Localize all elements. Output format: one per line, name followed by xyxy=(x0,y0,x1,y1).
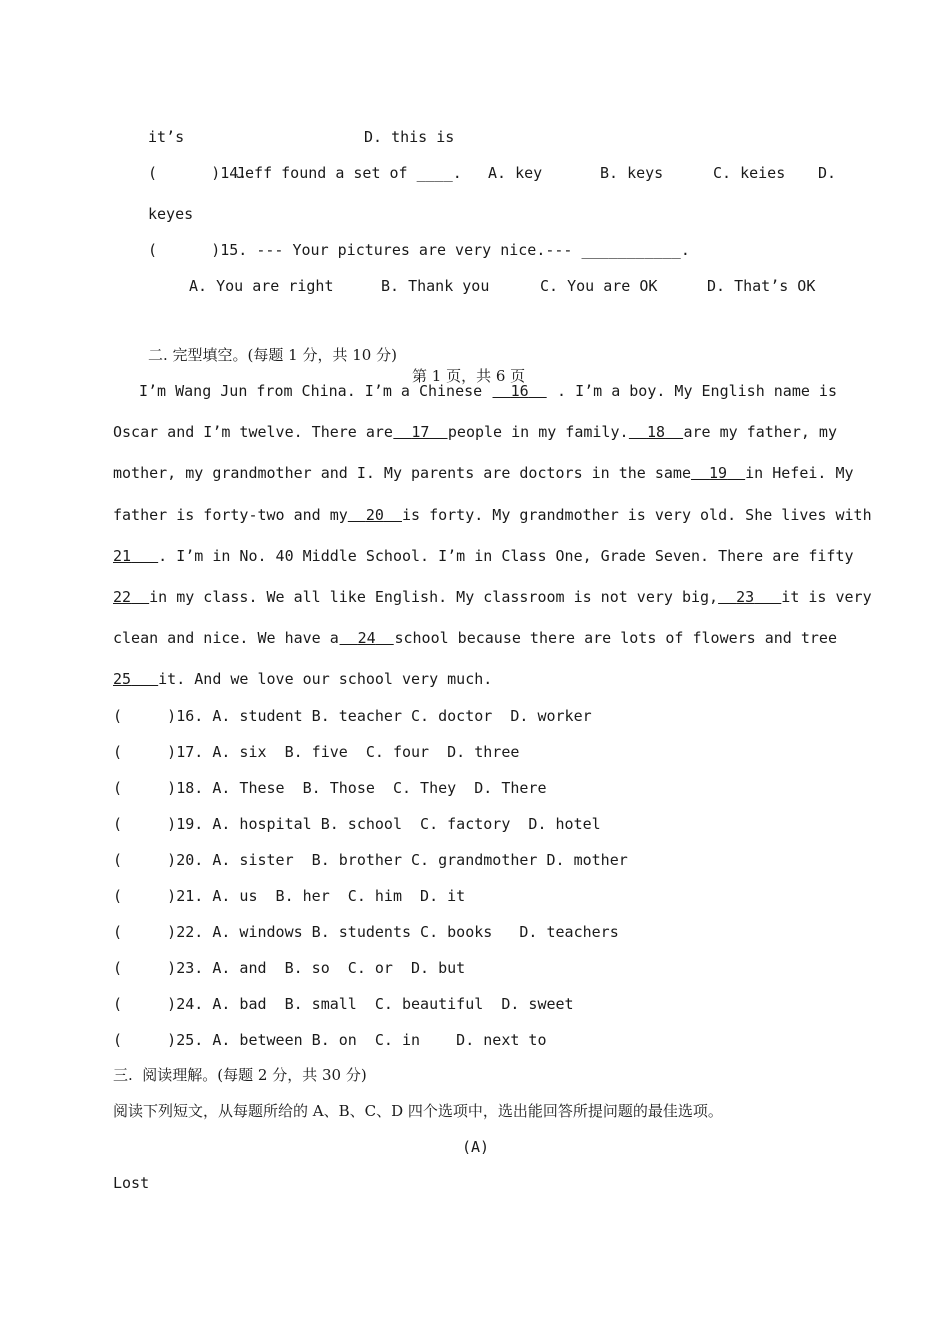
passage-text: school because there are lots of flowers and tree xyxy=(394,629,837,647)
passage-text: . I’m a boy. My English name is xyxy=(557,382,837,400)
q15-option-a: A. You are right xyxy=(189,277,334,295)
question-16: ( )16. A. student B. teacher C. doctor D. worker xyxy=(113,707,592,725)
passage-line-2 xyxy=(113,422,837,442)
passage-text: clean and nice. We have a xyxy=(113,629,339,647)
question-23: ( )23. A. and B. so C. or D. but xyxy=(113,959,466,977)
blank-19: 19 xyxy=(709,464,728,482)
question-24: ( )24. A. bad B. small C. beautiful D. sweet xyxy=(113,995,574,1013)
passage-text: is forty. My grandmother is very old. She lives with xyxy=(402,506,872,524)
blank-16: 16 xyxy=(510,382,529,400)
passage-line-7 xyxy=(113,628,837,648)
passage-text: I’m Wang Jun from China. I’m a Chinese xyxy=(139,382,483,400)
passage-text: people in my family. xyxy=(447,423,629,441)
blank-18: 18 xyxy=(646,423,666,441)
q14-option-d-cont: keyes xyxy=(148,205,194,223)
passage-line-3 xyxy=(113,463,854,483)
q14-option-c: C. keies xyxy=(713,164,786,182)
q14-option-b: B. keys xyxy=(600,164,664,182)
question-20: ( )20. A. sister B. brother C. grandmother D. mother xyxy=(113,851,628,869)
question-21: ( )21. A. us B. her C. him D. it xyxy=(113,887,466,905)
q14-option-a: A. key xyxy=(488,164,543,182)
q15-stem: ( )15. --- Your pictures are very nice.--- ___________. xyxy=(148,241,690,259)
passage-text: in Hefei. My xyxy=(745,464,854,482)
section2-title: 二. 完型填空。(每题 1 分，共 10 分) xyxy=(148,346,397,364)
section3-instruction: 阅读下列短文，从每题所给的 A、B、C、D 四个选项中，选出能回答所提问题的最佳选项。 xyxy=(113,1102,723,1120)
passage-text: mother, my grandmother and I. My parents are doctors in the same xyxy=(113,464,691,482)
passage-text: Oscar and I’m twelve. There are xyxy=(113,423,393,441)
passage-text: . I’m in No. 40 Middle School. I’m in Class One, Grade Seven. There are fifty xyxy=(158,547,854,565)
question-18: ( )18. A. These B. Those C. They D. There xyxy=(113,779,547,797)
section3-title: 三. 阅读理解。(每题 2 分，共 30 分) xyxy=(113,1066,367,1084)
q13-option-c-text: it’s xyxy=(148,128,185,146)
passage-text: father is forty-two and my xyxy=(113,506,348,524)
page-marker: 第 1 页，共 6 页 xyxy=(412,367,526,385)
passage-line-8 xyxy=(113,669,492,689)
question-17: ( )17. A. six B. five C. four D. three xyxy=(113,743,520,761)
blank-20: 20 xyxy=(365,506,384,524)
passage-line-1 xyxy=(139,381,837,401)
blank-25: 25 xyxy=(113,670,132,688)
q14-stem: Jeff found a set of ____. xyxy=(236,164,462,182)
question-22: ( )22. A. windows B. students C. books D. teachers xyxy=(113,923,619,941)
blank-21: 21 xyxy=(113,547,132,565)
blank-22: 22 xyxy=(113,588,132,606)
q14-option-d: D. xyxy=(818,164,837,182)
passage-text: it. And we love our school very much. xyxy=(158,670,493,688)
q14-paren: ( )14. xyxy=(148,164,248,182)
passage-line-6 xyxy=(113,587,872,607)
passage-line-4 xyxy=(113,505,872,525)
blank-23: 23 xyxy=(736,588,755,606)
passage-text: are my father, my xyxy=(683,423,837,441)
part-label: (A) xyxy=(462,1138,490,1156)
passage-heading: Lost xyxy=(113,1174,150,1192)
q15-option-b: B. Thank you xyxy=(381,277,490,295)
q15-option-c: C. You are OK xyxy=(540,277,658,295)
q15-option-d: D. That’s OK xyxy=(707,277,816,295)
q13-option-d: D. this is xyxy=(364,128,455,146)
passage-text: it is very xyxy=(781,588,872,606)
question-19: ( )19. A. hospital B. school C. factory D. hotel xyxy=(113,815,601,833)
question-25: ( )25. A. between B. on C. in D. next to xyxy=(113,1031,547,1049)
passage-line-5 xyxy=(113,546,854,566)
blank-17: 17 xyxy=(411,423,430,441)
blank-24: 24 xyxy=(357,629,376,647)
passage-text: in my class. We all like English. My classroom is not very big, xyxy=(149,588,719,606)
